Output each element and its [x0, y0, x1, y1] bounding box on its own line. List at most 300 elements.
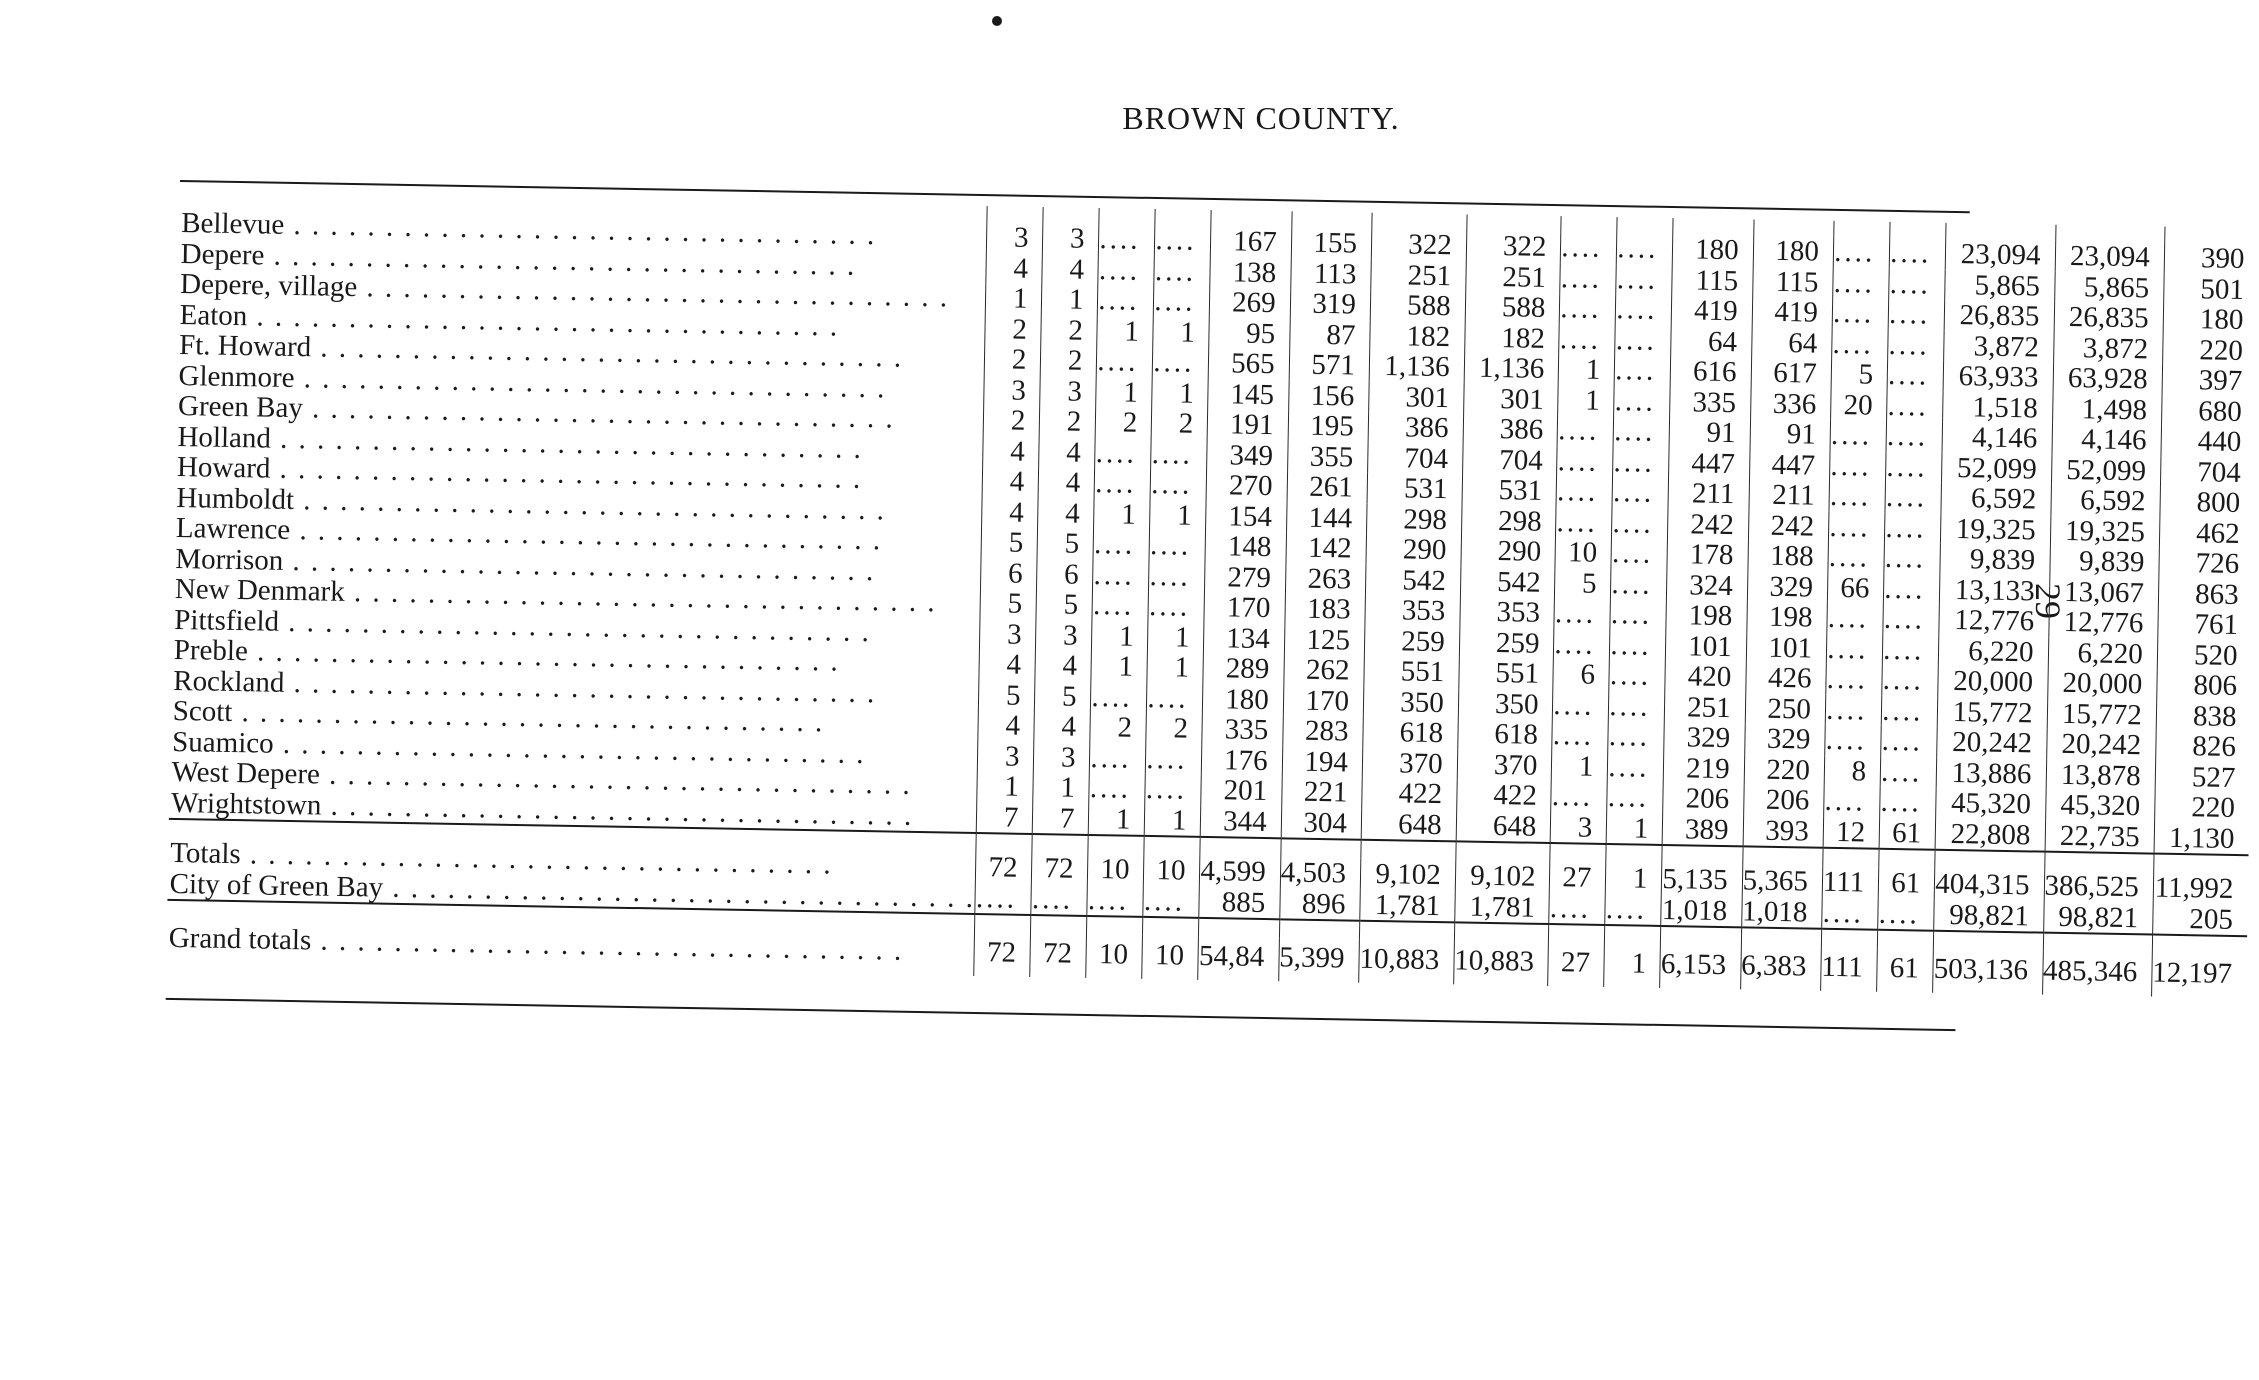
table-cell: 188 — [1748, 540, 1829, 572]
table-cell: 289 — [1203, 653, 1284, 685]
table-cell: 6,153 — [1660, 945, 1741, 989]
table-cell: 4 — [1034, 711, 1091, 742]
row-label-text: Holland — [177, 420, 272, 455]
table-cell: 800 — [2160, 487, 2255, 519]
table-cell: 182 — [1370, 320, 1465, 352]
table-cell: .... — [1087, 884, 1144, 915]
table-cell: 251 — [1665, 691, 1746, 723]
table-cell: 393 — [1743, 815, 1824, 847]
table-cell: 2 — [984, 405, 1041, 436]
table-cell: .... — [1031, 883, 1088, 914]
table-cell: .... — [1828, 511, 1885, 542]
table-cell: .... — [1826, 664, 1883, 695]
table-cell: 1 — [1147, 652, 1204, 683]
row-label-text: Depere — [180, 237, 265, 271]
table-cell: 113 — [1290, 258, 1371, 290]
table-cell: 551 — [1459, 657, 1554, 689]
table-body — [166, 192, 2259, 998]
table-cell: 10 — [1142, 936, 1199, 979]
statistics-table-container — [165, 180, 2245, 1052]
table-cell: 324 — [1667, 570, 1748, 602]
table-cell: .... — [1613, 447, 1670, 478]
table-cell: 198 — [1747, 601, 1828, 633]
table-cell: 115 — [1752, 266, 1833, 298]
table-cell: 1 — [1152, 378, 1209, 409]
row-label-text: New Denmark — [174, 572, 346, 608]
table-cell: .... — [1605, 893, 1662, 924]
table-cell: .... — [1154, 256, 1211, 287]
table-cell: 4 — [983, 466, 1040, 497]
table-cell: 201 — [1201, 775, 1282, 807]
table-cell: 9,102 — [1360, 859, 1455, 891]
table-cell: 19,325 — [1941, 513, 2051, 545]
table-cell: 4 — [978, 710, 1035, 741]
table-cell: 322 — [1466, 230, 1561, 262]
table-cell: 262 — [1284, 654, 1365, 686]
table-cell: 5,365 — [1742, 865, 1823, 897]
table-cell: 221 — [1281, 776, 1362, 808]
table-cell: 7 — [1033, 802, 1090, 833]
table-cell: .... — [1829, 450, 1886, 481]
table-cell: 72 — [1030, 934, 1087, 977]
table-cell: .... — [1616, 294, 1673, 325]
table-cell: 531 — [1367, 473, 1462, 505]
table-cell: 7 — [977, 802, 1034, 833]
table-cell: 2 — [1041, 345, 1098, 376]
table-cell: 45,320 — [2045, 790, 2155, 822]
table-cell: .... — [1615, 355, 1672, 386]
row-label-text: Grand totals — [168, 921, 312, 957]
table-cell: 3 — [987, 222, 1044, 253]
table-cell: 20,242 — [1937, 727, 2047, 759]
table-cell: 1,018 — [1741, 896, 1822, 928]
table-cell: .... — [1610, 599, 1667, 630]
page-number: 29 — [2028, 583, 2068, 619]
table-cell: 2 — [1152, 408, 1209, 439]
table-cell: 63,928 — [2053, 363, 2163, 395]
table-cell: 20,242 — [2046, 729, 2156, 761]
table-cell: 211 — [1668, 478, 1749, 510]
table-cell: 1 — [1097, 316, 1154, 347]
table-cell: 290 — [1461, 535, 1556, 567]
table-cell: 336 — [1750, 388, 1831, 420]
table-cell: .... — [1092, 590, 1149, 621]
table-cell: 170 — [1204, 592, 1285, 624]
table-cell: .... — [1143, 885, 1200, 916]
table-cell: 19,325 — [2050, 515, 2160, 547]
table-cell: 111 — [1822, 867, 1879, 898]
table-cell: 2 — [985, 344, 1042, 375]
table-cell: .... — [1833, 237, 1890, 268]
table-cell: 283 — [1282, 715, 1363, 747]
table-cell: 10 — [1086, 935, 1143, 978]
row-label-text: Lawrence — [175, 511, 291, 546]
table-cell: 182 — [1464, 322, 1559, 354]
table-cell: 270 — [1206, 470, 1287, 502]
table-cell: 10,883 — [1359, 940, 1454, 984]
table-cell: .... — [1825, 725, 1882, 756]
table-cell: 1,781 — [1454, 891, 1549, 923]
table-cell: 156 — [1288, 380, 1369, 412]
table-cell: 1 — [977, 771, 1034, 802]
table-cell: 22,808 — [1935, 818, 2045, 850]
table-cell: .... — [1888, 329, 1945, 360]
table-cell: 180 — [1753, 235, 1834, 267]
table-cell: 618 — [1457, 718, 1552, 750]
table-cell: .... — [1825, 694, 1882, 725]
table-cell: 335 — [1202, 714, 1283, 746]
table-cell: .... — [1561, 232, 1618, 263]
table-cell: 148 — [1205, 531, 1286, 563]
table-cell: 648 — [1361, 808, 1456, 840]
table-cell: 194 — [1282, 746, 1363, 778]
spacer-cell — [1878, 930, 1934, 950]
table-cell: 20 — [1830, 389, 1887, 420]
table-cell: 138 — [1210, 257, 1291, 289]
table-cell: 269 — [1210, 287, 1291, 319]
table-cell: 3 — [980, 619, 1037, 650]
table-cell: .... — [1557, 446, 1614, 477]
table-cell: .... — [1155, 225, 1212, 256]
table-cell: 322 — [1371, 229, 1466, 261]
table-cell: 301 — [1463, 383, 1558, 415]
table-cell: 6,592 — [2050, 485, 2160, 517]
table-cell: 4 — [979, 649, 1036, 680]
table-cell: 290 — [1366, 534, 1461, 566]
table-cell: .... — [1885, 482, 1942, 513]
table-cell: .... — [1099, 224, 1156, 255]
table-cell: 1 — [1150, 499, 1207, 530]
bottom-rule — [166, 998, 1956, 1031]
table-cell: 22,735 — [2045, 820, 2155, 852]
table-cell: 1 — [1559, 354, 1616, 385]
table-cell: .... — [1887, 360, 1944, 391]
table-cell: .... — [1560, 293, 1617, 324]
table-cell: 91 — [1669, 417, 1750, 449]
table-cell: 419 — [1752, 296, 1833, 328]
table-cell: .... — [1148, 591, 1205, 622]
table-cell: .... — [1612, 508, 1669, 539]
table-cell: 45,320 — [1936, 788, 2046, 820]
spacer-cell — [1087, 916, 1143, 936]
row-label-text: Scott — [172, 694, 233, 728]
table-cell: 61 — [1879, 868, 1936, 899]
table-cell: 319 — [1290, 288, 1371, 320]
table-cell: .... — [1607, 782, 1664, 813]
table-cell: 447 — [1749, 449, 1830, 481]
table-cell: 219 — [1664, 752, 1745, 784]
table-cell: 52,099 — [2051, 454, 2161, 486]
table-cell: 1 — [1042, 284, 1099, 315]
table-cell: 176 — [1202, 744, 1283, 776]
table-cell: 26,835 — [2054, 302, 2164, 334]
table-cell: 9,839 — [1940, 544, 2050, 576]
table-cell: 72 — [1032, 853, 1089, 884]
table-cell: 64 — [1671, 326, 1752, 358]
table-cell: .... — [1091, 681, 1148, 712]
table-cell: .... — [1557, 415, 1614, 446]
table-cell: 704 — [2160, 456, 2255, 488]
table-cell: .... — [1885, 512, 1942, 543]
table-cell: 350 — [1458, 688, 1553, 720]
table-cell: .... — [1608, 752, 1665, 783]
table-cell: .... — [1149, 560, 1206, 591]
table-cell: 2 — [1096, 407, 1153, 438]
spacer-cell — [1934, 931, 2044, 952]
table-cell: 5 — [1035, 681, 1092, 712]
table-cell: 726 — [2159, 548, 2254, 580]
table-cell: 826 — [2155, 731, 2250, 763]
table-cell: 618 — [1363, 717, 1458, 749]
table-cell: 531 — [1462, 474, 1557, 506]
table-cell: 61 — [1879, 817, 1936, 848]
table-cell: 251 — [1465, 261, 1560, 293]
table-cell: 520 — [2157, 639, 2252, 671]
table-cell: .... — [1093, 559, 1150, 590]
table-cell: 355 — [1287, 441, 1368, 473]
table-cell: 26,835 — [1944, 300, 2054, 332]
table-cell: 23,094 — [1945, 239, 2055, 271]
spacer-cell — [1741, 927, 1822, 947]
table-cell: 617 — [1751, 357, 1832, 389]
table-cell: 23,094 — [2055, 241, 2165, 273]
table-cell: 195 — [1288, 410, 1369, 442]
table-cell: 3 — [1551, 812, 1608, 843]
table-cell: 1 — [1145, 804, 1202, 835]
table-cell: 2 — [1040, 406, 1097, 437]
table-cell: 10 — [1144, 855, 1201, 886]
table-cell: 3 — [984, 375, 1041, 406]
table-cell: 422 — [1456, 779, 1551, 811]
table-cell: 386,525 — [2044, 871, 2154, 903]
table-cell: 588 — [1370, 290, 1465, 322]
table-cell: 588 — [1465, 291, 1560, 323]
spacer-cell — [1143, 917, 1199, 937]
table-cell: 13,067 — [2049, 576, 2159, 608]
table-cell: 1 — [1607, 813, 1664, 844]
table-cell: .... — [1878, 898, 1935, 929]
table-cell: 4 — [1042, 254, 1099, 285]
table-cell: 4 — [1039, 467, 1096, 498]
row-label-text: Humboldt — [176, 481, 295, 516]
table-cell: 386 — [1463, 413, 1558, 445]
table-cell: 242 — [1668, 509, 1749, 541]
spacer-cell — [1088, 835, 1144, 855]
table-cell: 3 — [1034, 741, 1091, 772]
table-cell: .... — [1150, 469, 1207, 500]
table-cell: 170 — [1283, 685, 1364, 717]
spacer-cell — [1359, 921, 1454, 942]
table-cell: .... — [1553, 690, 1610, 721]
table-cell: 4,503 — [1280, 857, 1361, 889]
table-cell: 180 — [1673, 234, 1754, 266]
table-cell: 4 — [983, 436, 1040, 467]
table-cell: 1 — [1096, 377, 1153, 408]
table-cell: 5,865 — [1945, 269, 2055, 301]
table-cell: 344 — [1201, 805, 1282, 837]
table-cell: 1,518 — [1943, 391, 2053, 423]
spacer-cell — [1821, 929, 1878, 949]
table-cell: .... — [1826, 633, 1883, 664]
table-cell: 6,383 — [1740, 946, 1821, 990]
table-cell: .... — [1552, 720, 1609, 751]
table-cell: 501 — [2163, 273, 2258, 305]
table-cell: 3 — [978, 741, 1035, 772]
spacer-cell — [976, 833, 1032, 853]
table-cell: 5 — [1555, 568, 1612, 599]
table-cell: .... — [1095, 468, 1152, 499]
row-label-text: Eaton — [179, 298, 248, 332]
table-cell: 5,399 — [1278, 938, 1359, 982]
row-label-text: Depere, village — [179, 268, 358, 304]
table-cell: 206 — [1663, 783, 1744, 815]
table-cell: 10 — [1555, 537, 1612, 568]
spacer-cell — [1454, 922, 1549, 943]
table-cell: 1 — [1153, 317, 1210, 348]
table-cell: 145 — [1208, 378, 1289, 410]
table-cell: 20,000 — [2047, 668, 2157, 700]
table-cell: 251 — [1371, 259, 1466, 291]
table-cell: 9,102 — [1455, 860, 1550, 892]
table-cell: 5 — [979, 680, 1036, 711]
table-cell: 4 — [1038, 498, 1095, 529]
spacer-cell — [1279, 919, 1360, 939]
table-cell: .... — [1089, 773, 1146, 804]
table-cell: 3,872 — [1944, 330, 2054, 362]
table-cell: 404,315 — [1934, 869, 2044, 901]
table-cell: .... — [1090, 742, 1147, 773]
table-cell: 54,84 — [1198, 937, 1279, 981]
table-cell: .... — [1881, 726, 1938, 757]
table-cell: 420 — [1665, 661, 1746, 693]
table-cell: 704 — [1367, 442, 1462, 474]
table-cell: .... — [1609, 691, 1666, 722]
table-cell: .... — [1886, 451, 1943, 482]
table-cell: 5 — [1036, 589, 1093, 620]
table-cell: 5 — [1037, 528, 1094, 559]
table-cell: .... — [1822, 897, 1879, 928]
table-cell: 3 — [1036, 620, 1093, 651]
table-cell: .... — [1549, 893, 1606, 924]
table-cell: 1 — [1092, 620, 1149, 651]
table-cell: 191 — [1208, 409, 1289, 441]
table-cell: 462 — [2159, 517, 2254, 549]
table-cell: 1,130 — [2154, 822, 2249, 854]
table-cell: 426 — [1745, 662, 1826, 694]
table-cell: 301 — [1369, 381, 1464, 413]
spacer-cell — [1199, 918, 1280, 938]
table-cell: 349 — [1207, 439, 1288, 471]
row-label-text: City of Green Bay — [169, 867, 384, 904]
spacer-cell — [1823, 848, 1880, 868]
table-cell: 13,878 — [2046, 759, 2156, 791]
row-label-text: Ft. Howard — [178, 329, 312, 364]
table-cell: .... — [1880, 756, 1937, 787]
table-cell: .... — [1551, 781, 1608, 812]
table-cell: 98,821 — [2043, 901, 2153, 933]
spacer-cell — [1144, 836, 1200, 856]
table-cell: 101 — [1666, 631, 1747, 663]
table-cell: 4,146 — [2052, 424, 2162, 456]
table-cell: 211 — [1749, 479, 1830, 511]
table-cell: 370 — [1457, 749, 1552, 781]
table-cell: .... — [1883, 604, 1940, 635]
table-cell: 8 — [1824, 755, 1881, 786]
table-cell: 12,197 — [2151, 954, 2246, 998]
table-cell: 353 — [1365, 595, 1460, 627]
table-cell: 4,599 — [1200, 856, 1281, 888]
table-cell: 565 — [1209, 348, 1290, 380]
table-cell: .... — [1146, 743, 1203, 774]
table-cell: 1 — [1089, 803, 1146, 834]
table-cell: 370 — [1362, 747, 1457, 779]
table-cell: 155 — [1291, 227, 1372, 259]
table-cell: .... — [1884, 573, 1941, 604]
table-cell: .... — [1832, 328, 1889, 359]
table-cell: 259 — [1364, 625, 1459, 657]
table-cell: 125 — [1284, 624, 1365, 656]
table-cell: 838 — [2156, 700, 2251, 732]
table-cell: 863 — [2158, 578, 2253, 610]
table-cell: 11,992 — [2153, 873, 2248, 905]
table-cell: .... — [1833, 267, 1890, 298]
table-cell: 6,592 — [1941, 483, 2051, 515]
table-cell: .... — [1616, 264, 1673, 295]
table-cell: .... — [1614, 386, 1671, 417]
table-cell: 61 — [1877, 949, 1934, 992]
dot-leader — [311, 924, 903, 966]
spacer-cell — [1606, 844, 1662, 864]
table-cell: .... — [1888, 299, 1945, 330]
table-cell: 1,136 — [1369, 351, 1464, 383]
row-label-text: Totals — [169, 836, 241, 871]
table-cell: 389 — [1663, 813, 1744, 845]
table-cell: 527 — [2155, 761, 2250, 793]
spacer-cell — [1661, 926, 1742, 946]
table-cell: 4,146 — [1942, 422, 2052, 454]
table-cell: 220 — [1744, 754, 1825, 786]
table-cell: 5 — [1831, 359, 1888, 390]
table-cell: 896 — [1279, 888, 1360, 920]
table-cell: 571 — [1289, 349, 1370, 381]
table-cell: 2 — [985, 314, 1042, 345]
table-cell: .... — [1608, 721, 1665, 752]
table-cell: 180 — [1203, 683, 1284, 715]
table-cell: 1,498 — [2052, 393, 2162, 425]
row-label-text: Morrison — [175, 542, 284, 577]
table-cell: 1 — [986, 283, 1043, 314]
table-cell: 205 — [2152, 903, 2247, 935]
spacer-cell — [2043, 933, 2153, 954]
table-cell: .... — [1149, 530, 1206, 561]
table-cell: .... — [1886, 421, 1943, 452]
spacer-cell — [2152, 935, 2247, 956]
table-cell: 704 — [1462, 444, 1557, 476]
table-cell: .... — [1887, 390, 1944, 421]
table-cell: 2 — [1090, 712, 1147, 743]
table-cell: 648 — [1456, 810, 1551, 842]
table-cell: 298 — [1366, 503, 1461, 535]
statistics-table — [166, 192, 2259, 998]
table-cell: .... — [1609, 660, 1666, 691]
table-cell: .... — [1611, 569, 1668, 600]
table-cell: 242 — [1748, 510, 1829, 542]
table-cell: 144 — [1286, 502, 1367, 534]
table-cell: 72 — [974, 933, 1031, 976]
row-label-text: Howard — [176, 450, 271, 485]
table-cell: 95 — [1209, 317, 1290, 349]
table-cell: .... — [1154, 286, 1211, 317]
